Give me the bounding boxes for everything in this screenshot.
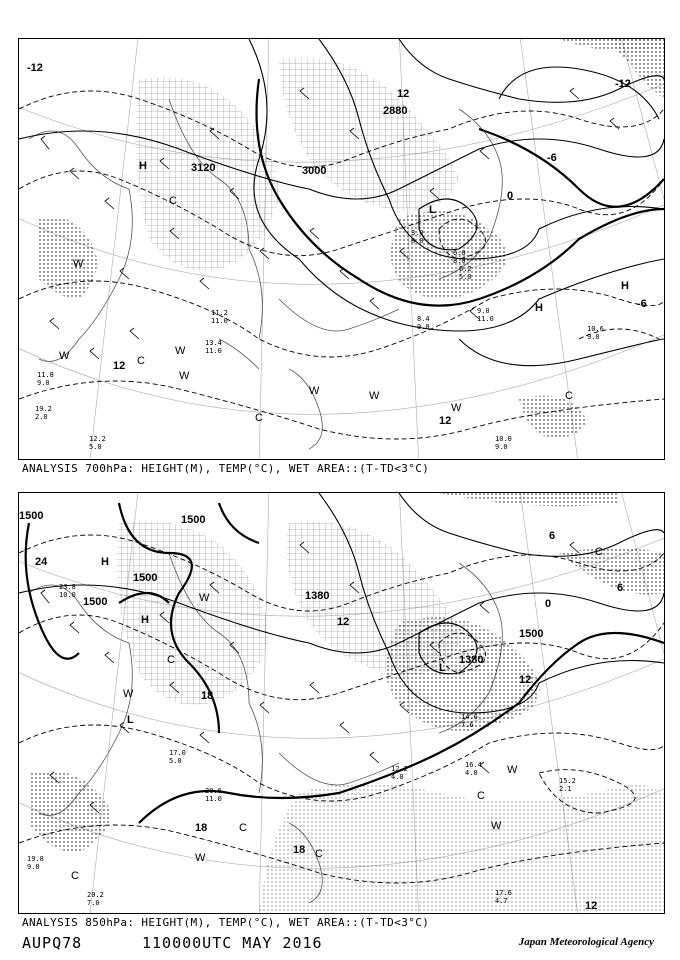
station-dewpoint-depression: 10.0 [59,591,76,599]
cold-marker: C [169,195,177,207]
warm-marker: W [73,258,84,270]
station-temp: 6.2 [459,265,472,273]
map-700hpa [18,38,665,460]
valid-time: 110000UTC MAY 2016 [142,934,323,952]
station-temp: 17.0 [169,749,186,757]
cold-marker: C [315,848,323,860]
low-center: L [127,714,134,726]
station-dewpoint-depression: 9.0 [37,379,50,387]
warm-marker: W [175,345,186,357]
warm-marker: W [491,820,502,832]
station-temp: 6.0 [453,249,466,257]
station-temp: 12.2 [89,435,106,443]
temp-label: 24 [35,556,48,568]
station-temp: 19.2 [35,405,52,413]
station-dewpoint-depression: 5.0 [89,443,102,451]
station-dewpoint-depression: 11.0 [205,795,222,803]
cold-marker: C [71,870,79,882]
station-temp: 9.0 [477,307,490,315]
station-dewpoint-depression: 2.1 [559,785,572,793]
temp-label: 12 [519,674,532,686]
low-center: L [439,662,446,674]
station-temp: 15.2 [559,777,576,785]
temp-label: 18 [293,844,306,856]
station-temp: 23.8 [59,583,76,591]
station-dewpoint-depression: 5.0 [169,757,182,765]
height-label: 3000 [302,165,327,177]
warm-marker: W [195,852,206,864]
warm-marker: W [451,402,462,414]
height-label: 1500 [133,572,158,584]
cold-marker: C [595,546,603,558]
height-label: 1500 [19,510,44,522]
height-label: 1500 [83,596,108,608]
station-temp: 10.0 [495,435,512,443]
caption-700hpa: ANALYSIS 700hPa: HEIGHT(M), TEMP(°C), WET AREA::(T-TD<3°C) [22,462,430,475]
warm-marker: W [369,390,380,402]
high-center: H [141,614,149,626]
temp-label: 6 [549,530,556,542]
station-temp: 19.8 [27,855,44,863]
temp-label: -6 [637,298,647,310]
temp-label: 12 [397,88,410,100]
station-dewpoint-depression: 4.7 [495,897,508,905]
station-temp: 11.2 [211,309,228,317]
low-center: L [429,204,436,216]
cold-marker: C [239,822,247,834]
height-label: 1500 [181,514,206,526]
temp-label: 18 [195,822,208,834]
high-center: H [101,556,109,568]
map-700hpa-canvas [19,39,664,459]
temp-markers [59,195,573,424]
temp-label: 18 [201,690,214,702]
station-dewpoint-depression: 9.0 [587,333,600,341]
station-temp: 11.8 [37,371,54,379]
station-dewpoint-depression: 8.0 [453,257,466,265]
station-dewpoint-depression: 4.0 [465,769,478,777]
station-temp: 17.6 [495,889,512,897]
station-dewpoint-depression: 7.0 [87,899,100,907]
chart-id: AUPQ78 [22,934,83,952]
cold-marker: C [255,412,263,424]
height-label: 2880 [383,105,408,117]
height-label: 3120 [191,162,216,174]
warm-marker: W [179,370,190,382]
high-center: H [535,302,543,314]
station-temp: 3.0 [411,229,424,237]
temp-label: 12 [585,900,598,912]
station-dewpoint-depression: 8.0 [411,237,424,245]
station-dewpoint-depression: 9.0 [495,443,508,451]
temp-label: 12 [337,616,350,628]
temp-label: -12 [27,62,43,74]
station-temp: 16.4 [465,761,482,769]
station-dewpoint-depression: 7.6 [461,721,474,729]
temp-label: -6 [547,152,557,164]
cold-marker: C [137,355,145,367]
temp-label: 12 [113,360,126,372]
map-850hpa-canvas [19,493,664,913]
station-temp: 13.4 [205,339,222,347]
station-dewpoint-depression: 11.0 [211,317,228,325]
station-dewpoint-depression: 2.0 [35,413,48,421]
temp-label: 0 [545,598,552,610]
temp-label: 0 [507,190,514,202]
agency-name: Japan Meteorological Agency [518,936,654,948]
cold-marker: C [565,390,573,402]
station-dewpoint-depression: 9.0 [417,323,430,331]
station-dewpoint-depression: 5.0 [459,273,472,281]
cold-marker: C [477,790,485,802]
station-temp: 8.4 [417,315,430,323]
station-temp: 14.6 [461,713,478,721]
station-temp: 20.2 [87,891,104,899]
station-temp: 20.6 [205,787,222,795]
station-dewpoint-depression: 11.0 [205,347,222,355]
height-label: 1380 [459,654,484,666]
station-temp: 10.6 [587,325,604,333]
cold-marker: C [167,654,175,666]
wet-area [39,39,664,439]
warm-marker: W [507,764,518,776]
high-center: H [621,280,629,292]
warm-marker: W [59,350,70,362]
warm-marker: W [123,688,134,700]
station-dewpoint-depression: 9.0 [27,863,40,871]
station-temp: 12.2 [391,765,408,773]
map-850hpa [18,492,665,914]
temp-label: -12 [615,78,631,90]
caption-850hpa: ANALYSIS 850hPa: HEIGHT(M), TEMP(°C), WET AREA::(T-TD<3°C) [22,916,430,929]
height-label: 1500 [519,628,544,640]
temp-label: 12 [439,415,452,427]
temp-label: 6 [617,582,624,594]
warm-marker: W [199,592,210,604]
station-dewpoint-depression: 11.0 [477,315,494,323]
height-label: 1380 [305,590,330,602]
high-center: H [139,160,147,172]
warm-marker: W [309,385,320,397]
station-dewpoint-depression: 4.0 [391,773,404,781]
station-plots [35,229,604,451]
